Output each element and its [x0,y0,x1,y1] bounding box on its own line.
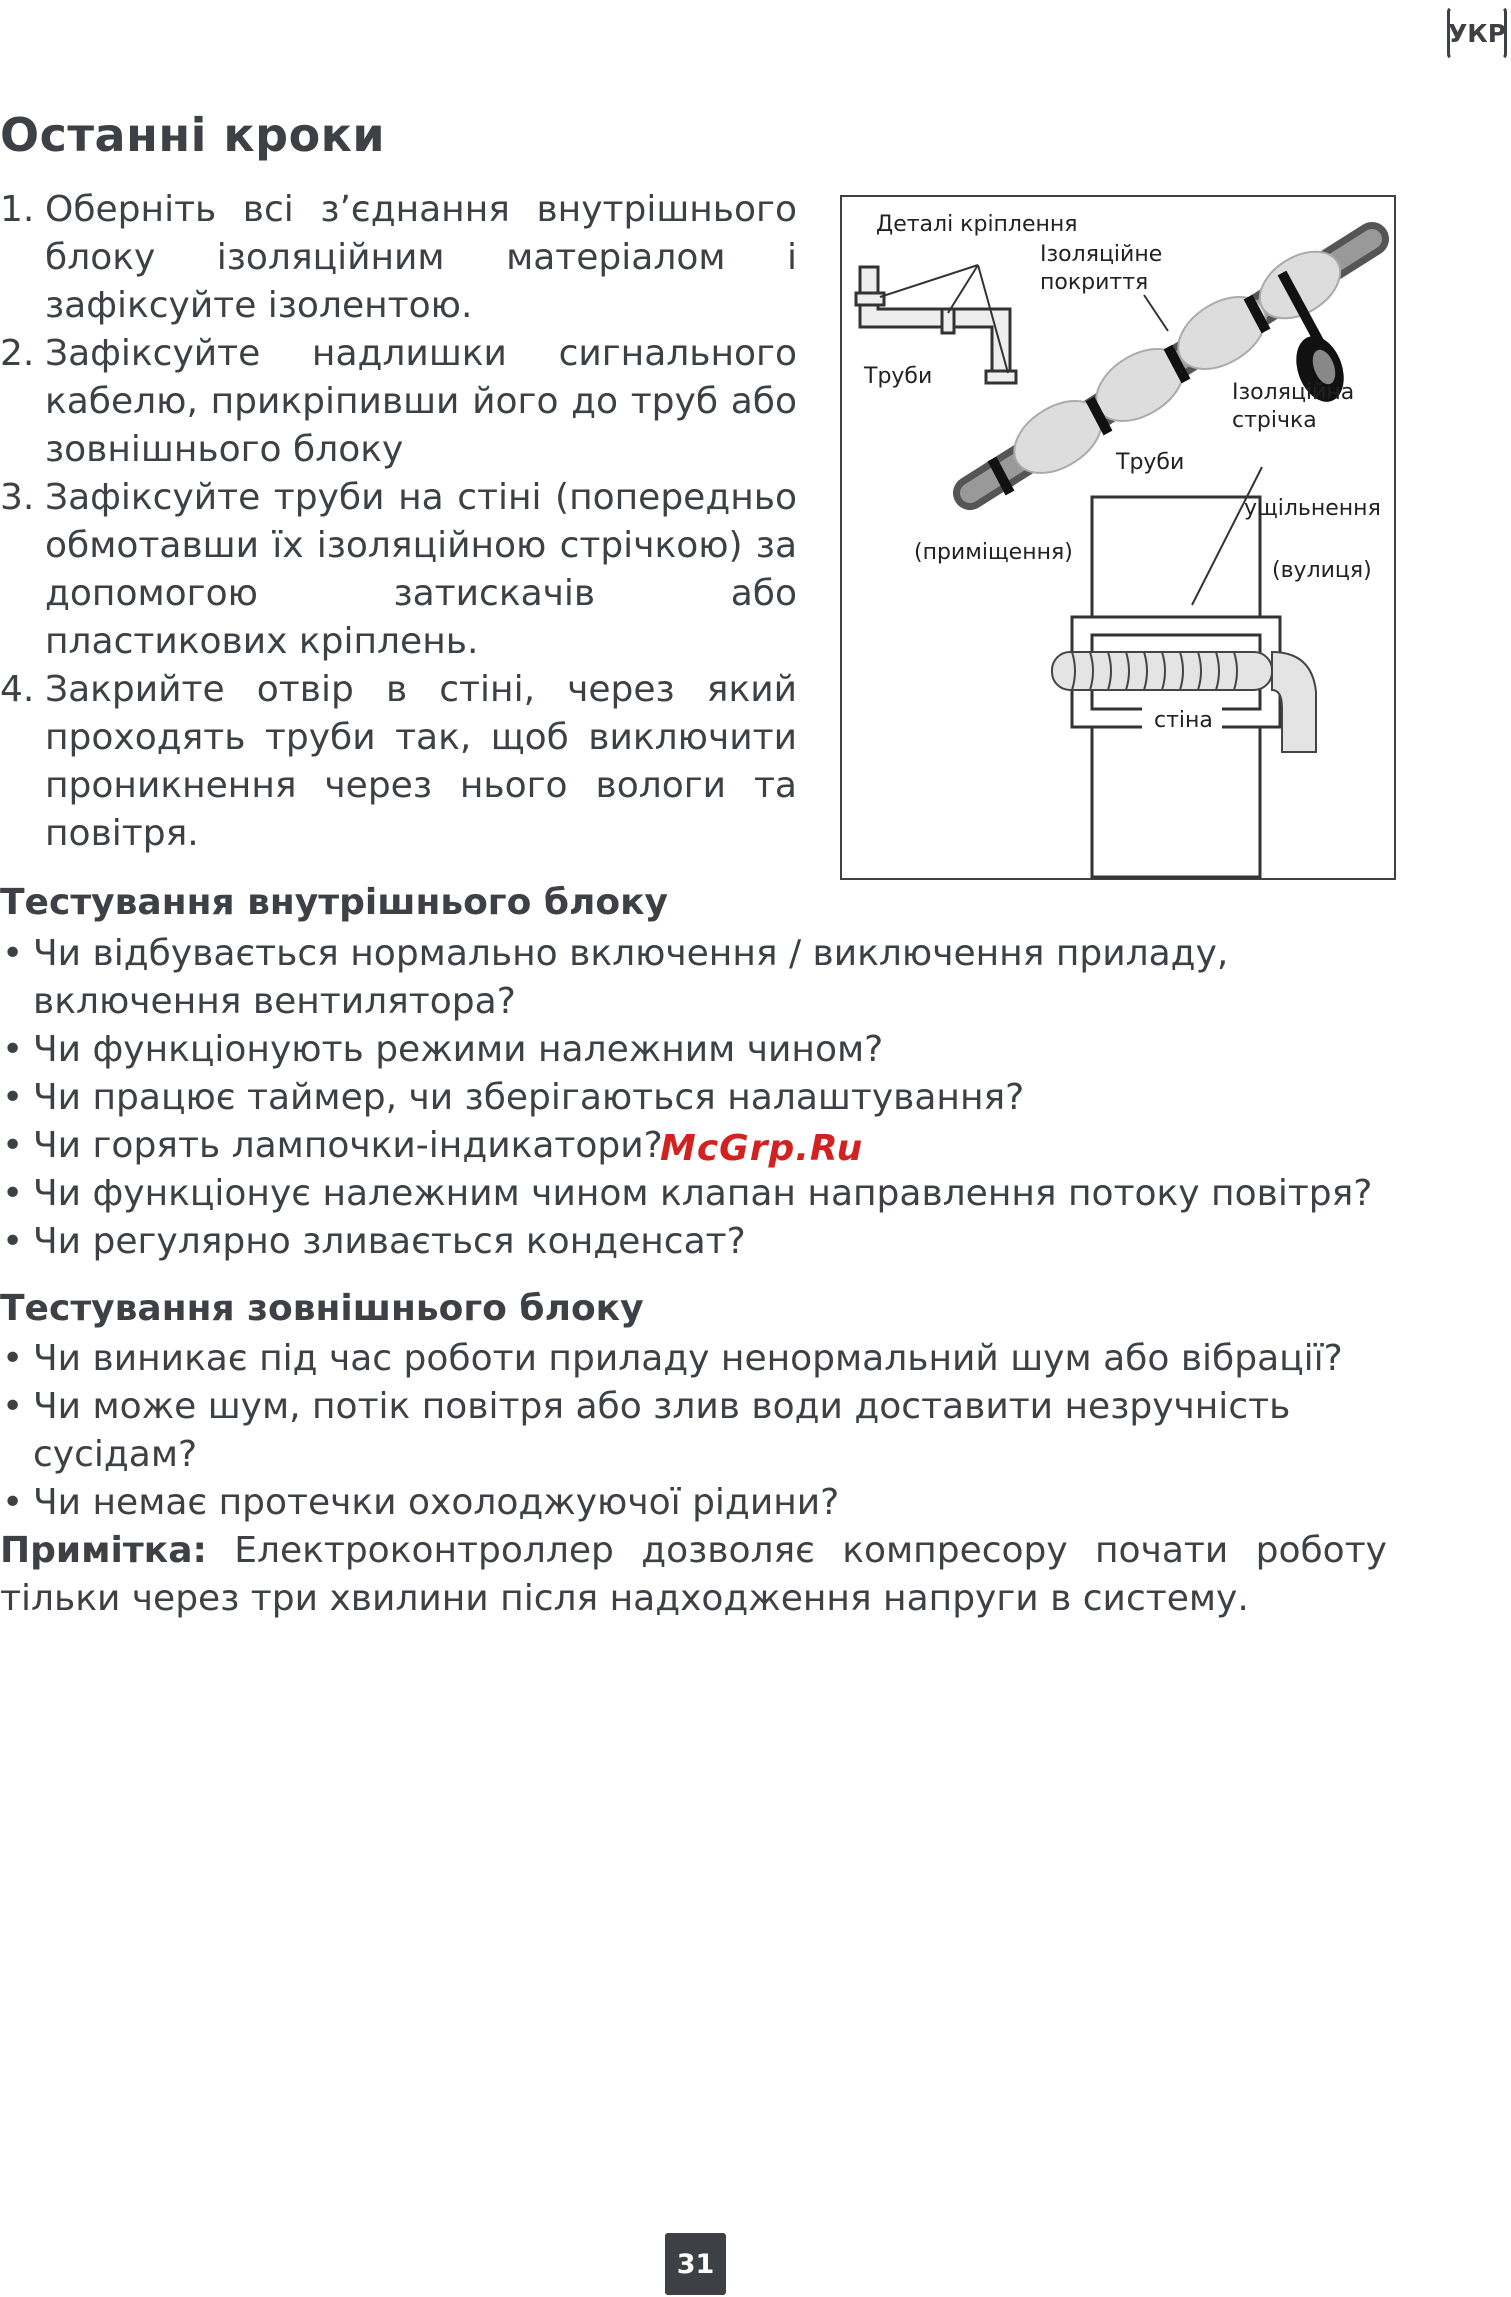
list-item [0,1218,1390,1266]
note-label: Примітка: [0,1530,207,1571]
bullet: • [2,1125,24,1166]
installation-diagram [840,195,1396,880]
watermark: McGrp.Ru [660,1128,864,1169]
label-outdoor: (вулиця) [1272,558,1372,583]
insulation-leader-line [1144,295,1168,331]
label-seal: ущільнення [1244,496,1381,521]
label-tape-line1: Ізоляційна [1232,380,1355,405]
step-number: 4. [0,669,35,710]
step-number: 2. [0,333,35,374]
indoor-test-heading: Тестування внутрішнього блоку [0,882,669,923]
label-insulation-cover-line2: покриття [1040,270,1149,295]
label-indoor: (приміщення) [914,540,1073,565]
label-pipes-left: Труби [864,364,933,389]
list-item-text: Чи відбувається нормально включення / виключення приладу, включення вентилятора? [33,933,1229,1022]
list-item [0,930,1390,1026]
steps-list [0,186,797,858]
step-text: Оберніть всі з’єднання внутрішнього блоку ізоляційним матеріалом і зафіксуйте ізолентою. [45,189,797,326]
outdoor-test-list [0,1335,1390,1527]
label-insulation-cover-line1: Ізоляційне [1040,242,1163,267]
step-item [0,474,797,666]
page-title: Останні кроки [0,108,386,162]
step-text: Зафіксуйте труби на стіні (попередньо обмотавши їх ізоляційною стрічкою) за допомогою затискачів або пластикових кріплень. [45,477,797,662]
list-item-text: Чи працює таймер, чи зберігаються налаштування? [33,1077,1025,1118]
bullet: • [2,1338,24,1379]
bullet: • [2,1482,24,1523]
list-item [0,1026,1390,1074]
language-badge: УКР [1447,6,1507,60]
list-item-text: Чи регулярно зливається конденсат? [33,1221,746,1262]
step-number: 1. [0,189,35,230]
list-item-text: Чи може шум, потік повітря або злив води доставити незручність сусідам? [33,1386,1291,1475]
outdoor-test-heading: Тестування зовнішнього блоку [0,1288,644,1329]
step-item [0,330,797,474]
bullet: • [2,933,24,974]
list-item-text: Чи горять лампочки-індикатори? [33,1125,663,1166]
step-text: Зафіксуйте надлишки сигнального кабелю, прикріпивши його до труб або зовнішнього блоку [45,333,797,470]
bullet: • [2,1221,24,1262]
bullet: • [2,1173,24,1214]
list-item [0,1074,1390,1122]
bullet: • [2,1029,24,1070]
list-item-text: Чи немає протечки охолоджуючої рідини? [33,1482,840,1523]
label-pipes-bottom: Труби [1116,450,1185,475]
list-item-text: Чи функціонують режими належним чином? [33,1029,884,1070]
label-tape-line2: стрічка [1232,408,1317,433]
step-item [0,186,797,330]
list-item [0,1335,1390,1383]
note-text: Електроконтроллер дозволяє компресору почати роботу тільки через три хвилини після надходження напруги в систему. [0,1530,1387,1619]
list-item-text: Чи функціонує належним чином клапан направлення потоку повітря? [33,1173,1373,1214]
label-wall: стіна [1154,708,1213,733]
list-item [0,1383,1390,1479]
list-item [0,1479,1390,1527]
diagram-drawing [842,197,1398,882]
bullet: • [2,1077,24,1118]
page-number: 31 [665,2233,726,2295]
step-number: 3. [0,477,35,518]
indoor-test-list [0,930,1390,1266]
list-item [0,1170,1390,1218]
step-item [0,666,797,858]
step-text: Закрийте отвір в стіні, через який проходять труби так, щоб виключити проникнення через нього вологи та повітря. [45,669,797,854]
note-paragraph [0,1527,1387,1623]
list-item-text: Чи виникає під час роботи приладу ненормальний шум або вібрації? [33,1338,1343,1379]
label-mounting: Деталі кріплення [876,212,1078,237]
bullet: • [2,1386,24,1427]
